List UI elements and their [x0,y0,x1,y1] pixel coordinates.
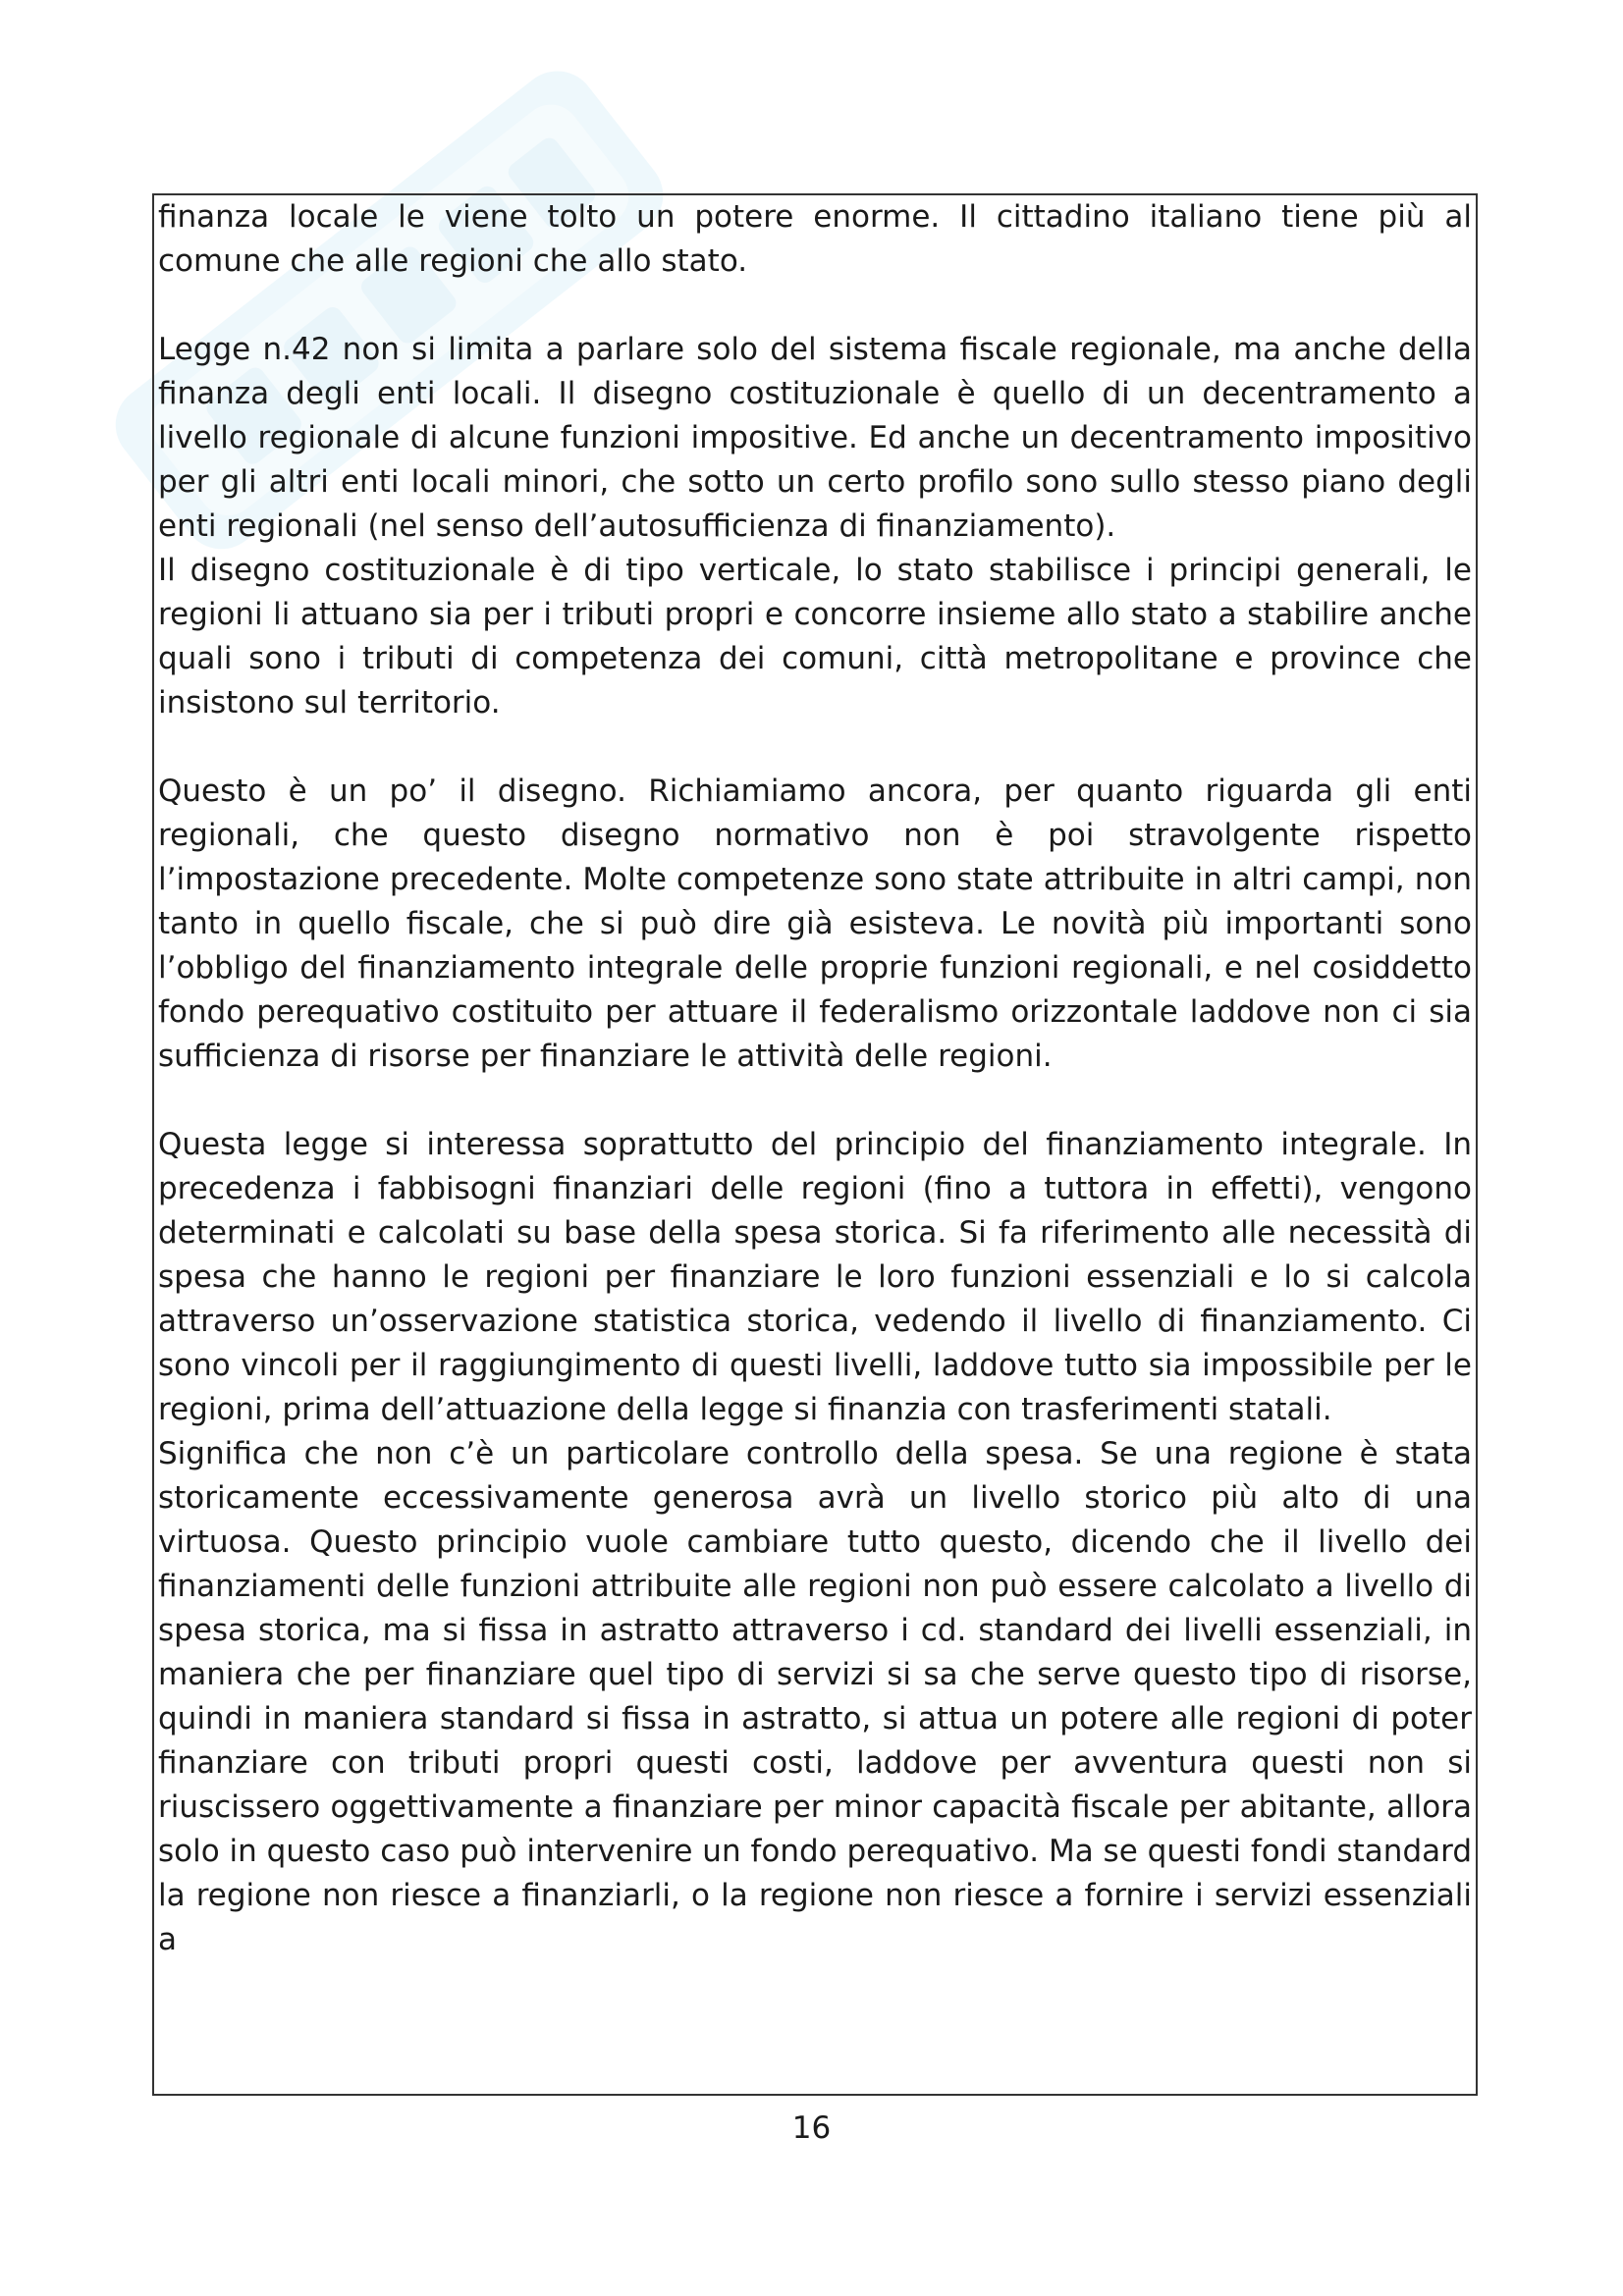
paragraph-3: Il disegno costituzionale è di tipo verticale, lo stato stabilisce i principi generali, le regioni li attuano sia per i tributi propri e concorre insieme allo stato a stabilire anche quali sono i tributi di competenza dei comuni, città metropolitane e province che insistono sul territorio. [158,553,1472,721]
paragraph-1: finanza locale le viene tolto un potere enorme. Il cittadino italiano tiene più al comune che alle regioni che allo stato. [158,199,1472,279]
paragraph-gap [158,1079,1472,1123]
paragraph-gap [158,725,1472,770]
paragraph-2: Legge n.42 non si limita a parlare solo del sistema fiscale regionale, ma anche della finanza degli enti locali. Il disegno costituzionale è quello di un decentramento a livello regionale di alcune funzioni impositive. Ed anche un decentramento impositivo per gli altri enti locali minori, che sotto un certo profilo sono sullo stesso piano degli enti regionali (nel senso dell’autosufficienza di finanziamento). [158,332,1472,544]
paragraph-5: Questa legge si interessa soprattutto del principio del finanziamento integrale. In precedenza i fabbisogni finanziari delle regioni (fino a tuttora in effetti), vengono determinati e calcolati su base della spesa storica. Si fa riferimento alle necessità di spesa che hanno le regioni per finanziare le loro funzioni essenziali e lo si calcola attraverso un’osservazione statistica storica, vedendo il livello di finanziamento. Ci sono vincoli per il raggiungimento di questi livelli, laddove tutto sia impossibile per le regioni, prima dell’attuazione della legge si finanzia con trasferimenti statali. [158,1127,1472,1427]
paragraph-6: Significa che non c’è un particolare controllo della spesa. Se una regione è stata storicamente eccessivamente generosa avrà un livello storico più alto di una virtuosa. Questo principio vuole cambiare tutto questo, dicendo che il livello dei finanziamenti delle funzioni attribuite alle regioni non può essere calcolato a livello di spesa storica, ma si fissa in astratto attraverso i cd. standard dei livelli essenziali, in maniera che per finanziare quel tipo di servizi si sa che serve questo tipo di risorse, quindi in maniera standard si fissa in astratto, si attua un potere alle regioni di poter finanziare con tributi propri questi costi, laddove per avventura questi non si riuscissero oggettivamente a finanziare per minor capacità fiscale per abitante, allora solo in questo caso può intervenire un fondo perequativo. Ma se questi fondi standard la regione non riesce a finanziarli, o la regione non riesce a fornire i servizi essenziali a [158,1436,1472,1957]
page-number: 16 [791,2110,832,2146]
paragraph-gap [158,284,1472,328]
paragraph-4: Questo è un po’ il disegno. Richiamiamo ancora, per quanto riguarda gli enti regionali, che questo disegno normativo non è poi stravolgente rispetto l’impostazione precedente. Molte competenze sono state attribuite in altri campi, non tanto in quello fiscale, che si può dire già esisteva. Le novità più importanti sono l’obbligo del finanziamento integrale delle proprie funzioni regionali, e nel cosiddetto fondo perequativo costituito per attuare il federalismo orizzontale laddove non ci sia sufficienza di risorse per finanziare le attività delle regioni. [158,774,1472,1074]
document-body [152,193,1478,2096]
